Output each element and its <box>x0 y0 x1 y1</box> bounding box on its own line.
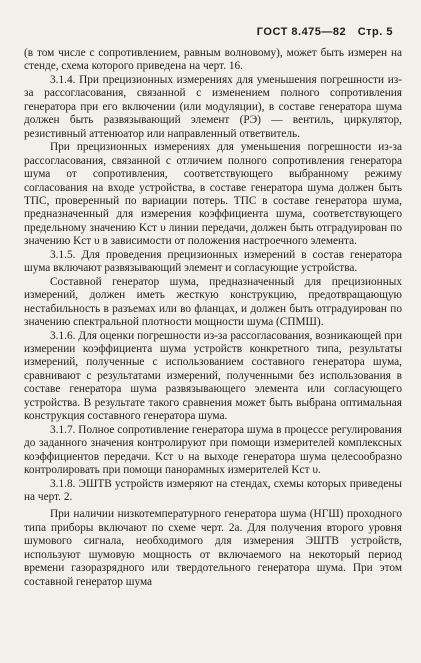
paragraph: 3.1.8. ЭШТВ устройств измеряют на стендах, схемы которых приведены на черт. 2. <box>24 477 402 503</box>
document-body <box>24 47 402 589</box>
page-header <box>249 26 393 38</box>
standard-number: ГОСТ 8.475—82 <box>256 26 347 38</box>
paragraph: 3.1.4. При прецизионных измерениях для уменьшения погрешности из-за рассогласования, связанной с изменением полного сопротивления генератора при его включении (или модуляции), в составе генератора шума должен быть развязывающий элемент (РЭ) — вентиль, циркулятор, резистивный аттенюатор или направленный ответвитель. <box>24 73 402 140</box>
page-number: Стр. 5 <box>357 26 393 38</box>
paragraph: 3.1.5. Для проведения прецизионных измерений в состав генератора шума включают развязывающий элемент и согласующие устройства. <box>24 248 402 275</box>
paragraph: Составной генератор шума, предназначенный для прецизионных измерений, должен иметь жесткую конструкцию, предотвращающую нестабильность в разъемах или во фланцах, и должен быть отградуирован по значению спектральной плотности мощности шума (СПМШ). <box>24 275 402 329</box>
paragraph: При прецизионных измерениях для уменьшения погрешности из-за рассогласования, связанной с отличием полного сопротивления генератора шума от сопротивления, соответствующего выбранному режиму согласования на входе устройства, в составе генератора шума должен быть ТПС, проверенный по вариации потерь. ТПС в составе генератора шума, предназначенный для измерения коэффициента шума, соответствующего предельному значению Kст υ линии передачи, должен быть отградуирован по значению Kст υ в зависимости от положения настроечного элемента. <box>24 141 402 248</box>
paragraph: 3.1.7. Полное сопротивление генератора шума в процессе регулирования до заданного значения контролируют при помощи измерителей комплексных коэффициентов передачи. Kст υ на выходе генератора шума целесообразно контролировать при помощи панорамных измерителей Kст υ. <box>24 423 402 477</box>
paragraph: 3.1.6. Для оценки погрешности из-за рассогласования, возникающей при измерении коэффициента шума устройств конкретного типа, результаты измерений, полученные с использованием составного генератора шума, сравнивают с результатами измерений, полученными без использования в составе генератора шума развязывающего элемента или согласующего устройства. В результате такого сравнения может быть выбрана оптимальная конструкция составного генератора шума. <box>24 329 402 423</box>
paragraph: При наличии низкотемпературного генератора шума (НГШ) проходного типа приборы включают по схеме черт. 2а. Для получения второго уровня шумового сигнала, необходимого для измерения ЭШТВ устройств, используют шумовую мощность от включаемого на некоторый период времени газоразрядного или твердотельного генератора шума. При этом составной генератор шума <box>24 508 402 588</box>
paragraph: (в том числе с сопротивлением, равным волновому), может быть измерен на стенде, схема которого приведена на черт. 16. <box>24 47 402 73</box>
